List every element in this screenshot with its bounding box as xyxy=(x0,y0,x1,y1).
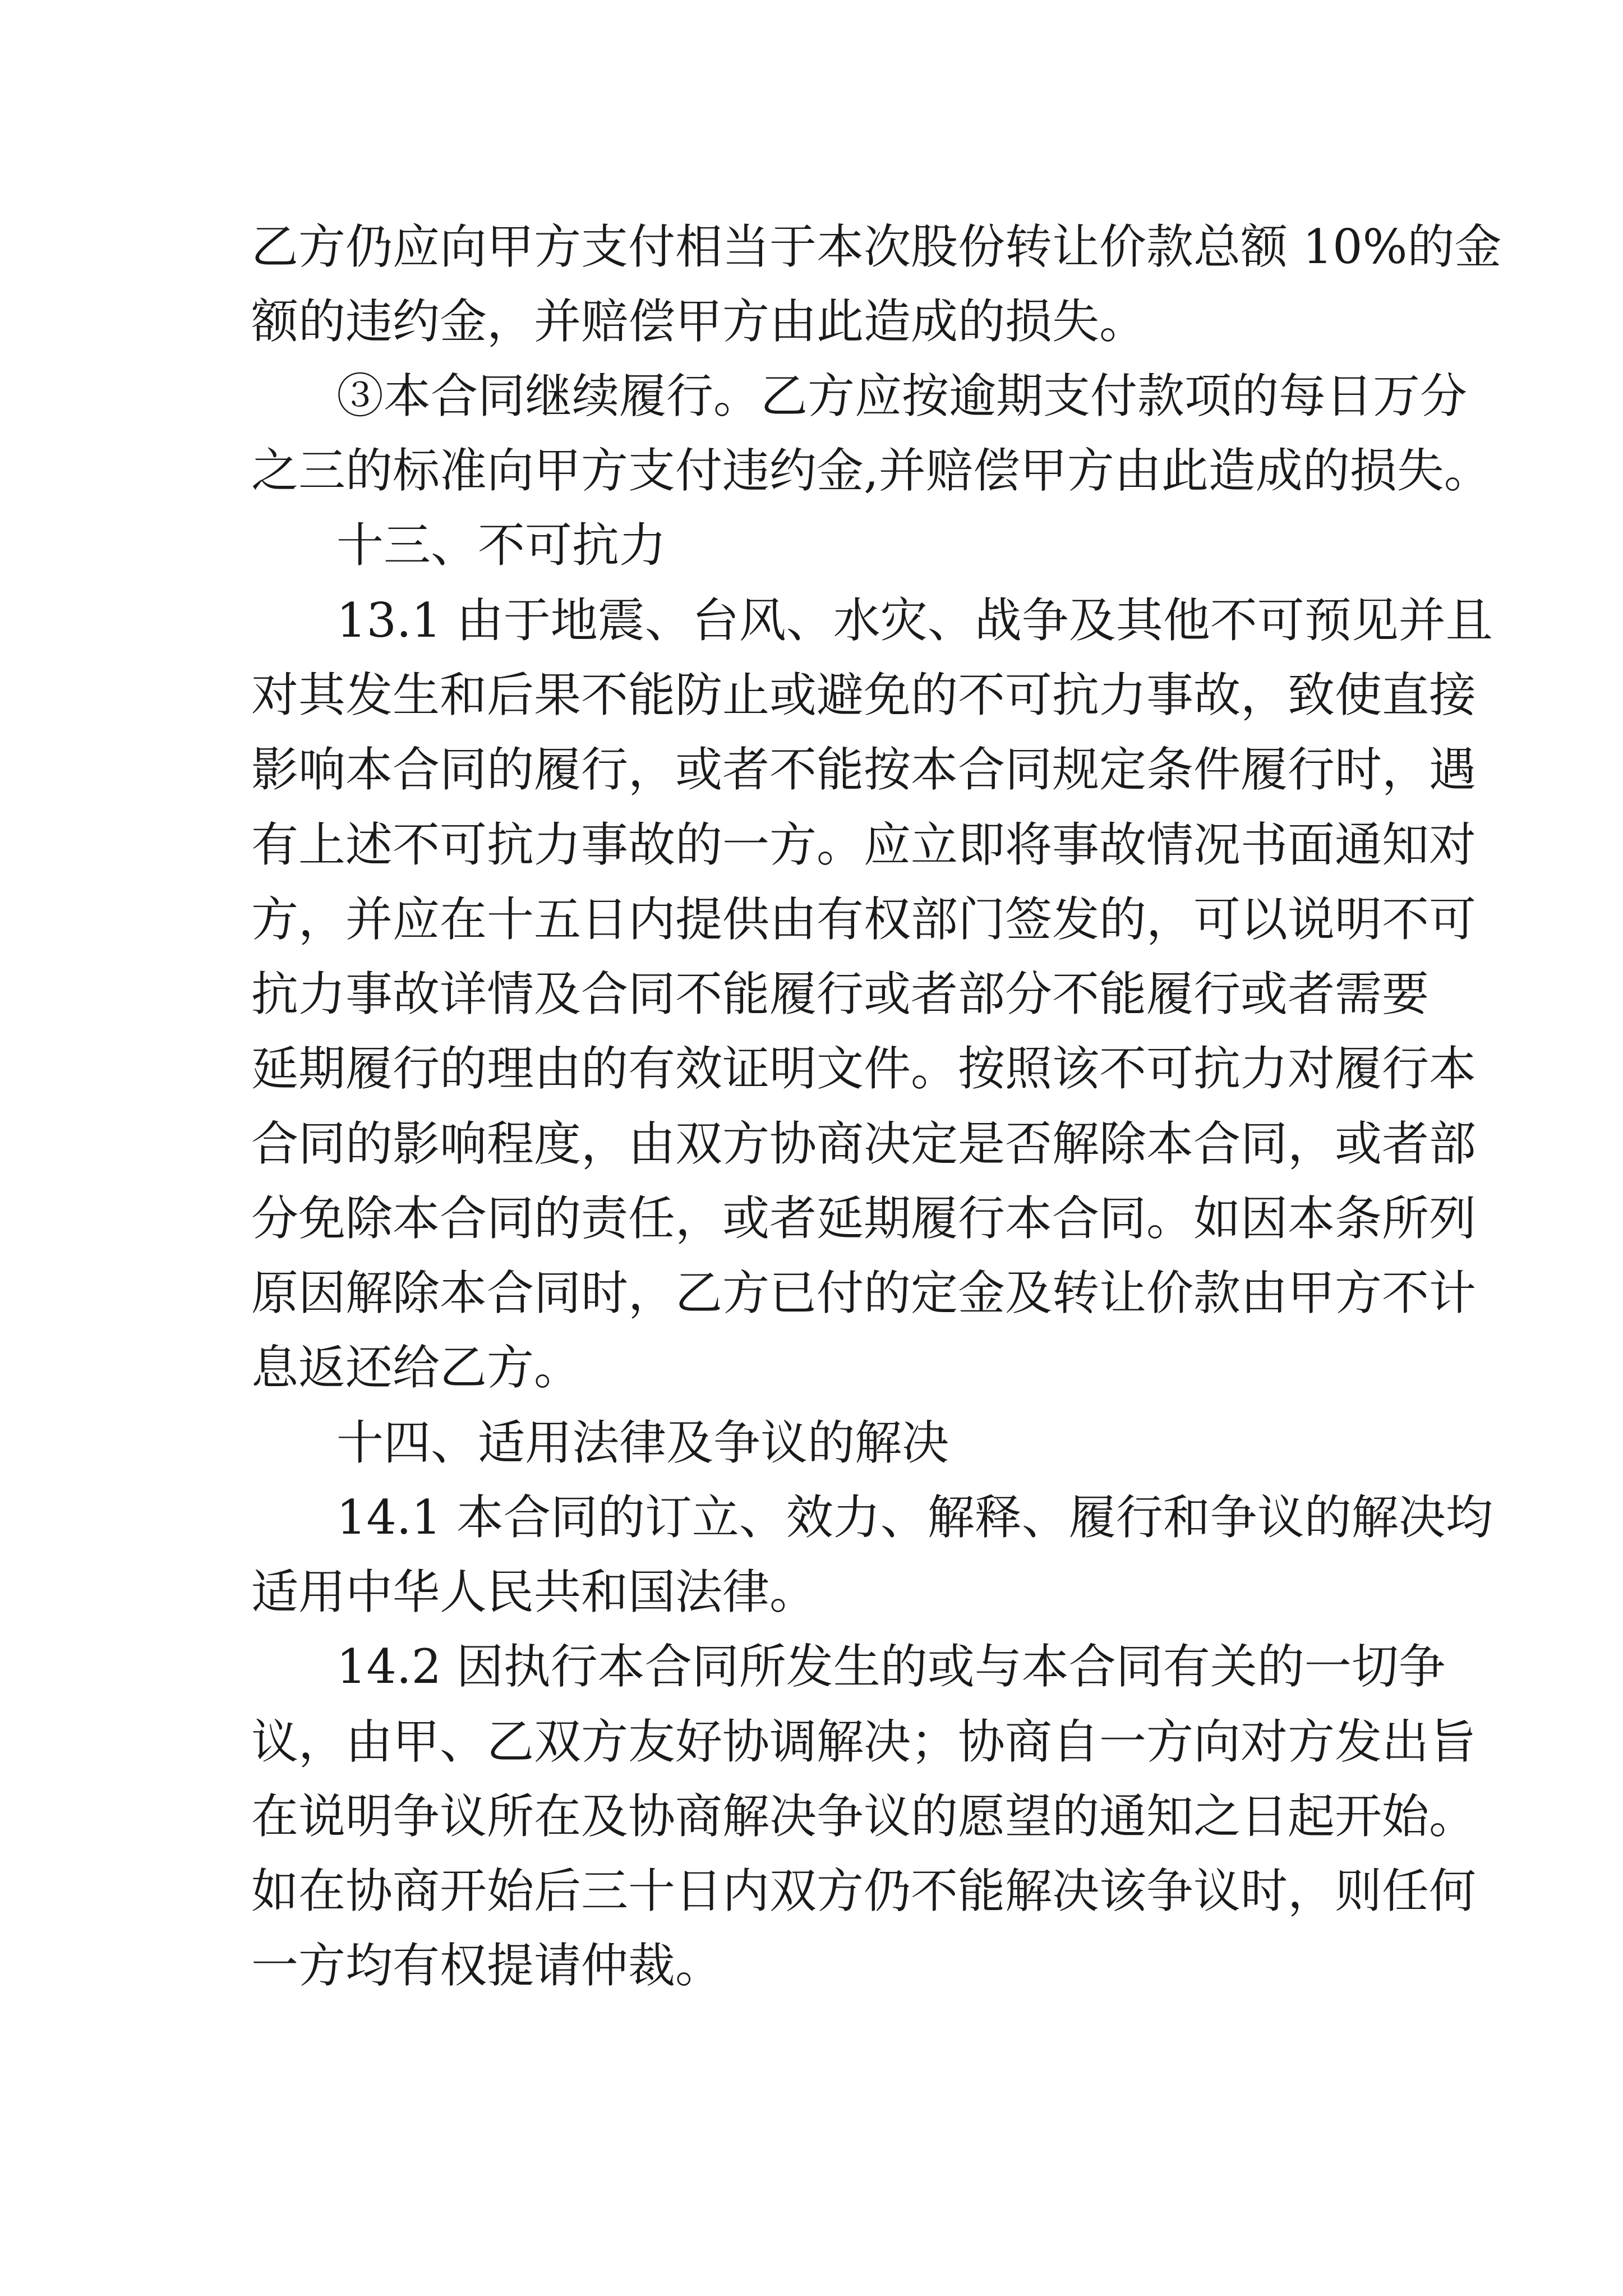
text-line-9: 有上述不可抗力事故的一方。应立即将事故情况书面通知对 xyxy=(251,817,1477,872)
text-line-21: 议，由甲、乙双方友好协调解决；协商自一方向对方发出旨 xyxy=(251,1714,1477,1769)
text-line-11: 抗力事故详情及合同不能履行或者部分不能履行或者需要 xyxy=(251,967,1430,1022)
text-line-22: 在说明争议所在及协商解决争议的愿望的通知之日起开始。 xyxy=(251,1789,1477,1844)
text-line-15: 原因解除本合同时，乙方已付的定金及转让价款由甲方不计 xyxy=(251,1266,1477,1320)
text-line-14: 分免除本合同的责任，或者延期履行本合同。如因本条所列 xyxy=(251,1191,1477,1246)
text-line-24: 一方均有权提请仲裁。 xyxy=(251,1938,723,1993)
text-line-16: 息返还给乙方。 xyxy=(251,1340,582,1395)
text-line-3: ③本合同继续履行。乙方应按逾期支付款项的每日万分 xyxy=(336,369,1468,424)
text-line-10: 方，并应在十五日内提供由有权部门签发的，可以说明不可 xyxy=(251,892,1477,947)
text-line-1: 乙方仍应向甲方支付相当于本次股份转让价款总额 10%的金 xyxy=(251,219,1502,274)
text-line-8: 影响本合同的履行，或者不能按本合同规定条件履行时，遇 xyxy=(251,742,1477,797)
text-line-2: 额的违约金，并赔偿甲方由此造成的损失。 xyxy=(251,294,1147,349)
text-line-20: 14.2 因执行本合同所发生的或与本合同有关的一切争 xyxy=(336,1639,1446,1694)
text-line-7: 对其发生和后果不能防止或避免的不可抗力事故，致使直接 xyxy=(251,668,1477,723)
section-heading-13: 十三、不可抗力 xyxy=(336,518,667,573)
text-line-23: 如在协商开始后三十日内双方仍不能解决该争议时，则任何 xyxy=(251,1864,1477,1918)
text-line-4: 之三的标准向甲方支付违约金,并赔偿甲方由此造成的损失。 xyxy=(251,443,1491,498)
text-line-13: 合同的影响程度，由双方协商决定是否解除本合同，或者部 xyxy=(251,1116,1477,1171)
text-line-6: 13.1 由于地震、台风、水灾、战争及其他不可预见并且 xyxy=(336,593,1493,648)
section-heading-14: 十四、适用法律及争议的解决 xyxy=(336,1415,949,1470)
text-line-12: 延期履行的理由的有效证明文件。按照该不可抗力对履行本 xyxy=(251,1041,1477,1096)
text-line-19: 适用中华人民共和国法律。 xyxy=(251,1565,817,1619)
text-line-18: 14.1 本合同的订立、效力、解释、履行和争议的解决均 xyxy=(336,1490,1493,1545)
